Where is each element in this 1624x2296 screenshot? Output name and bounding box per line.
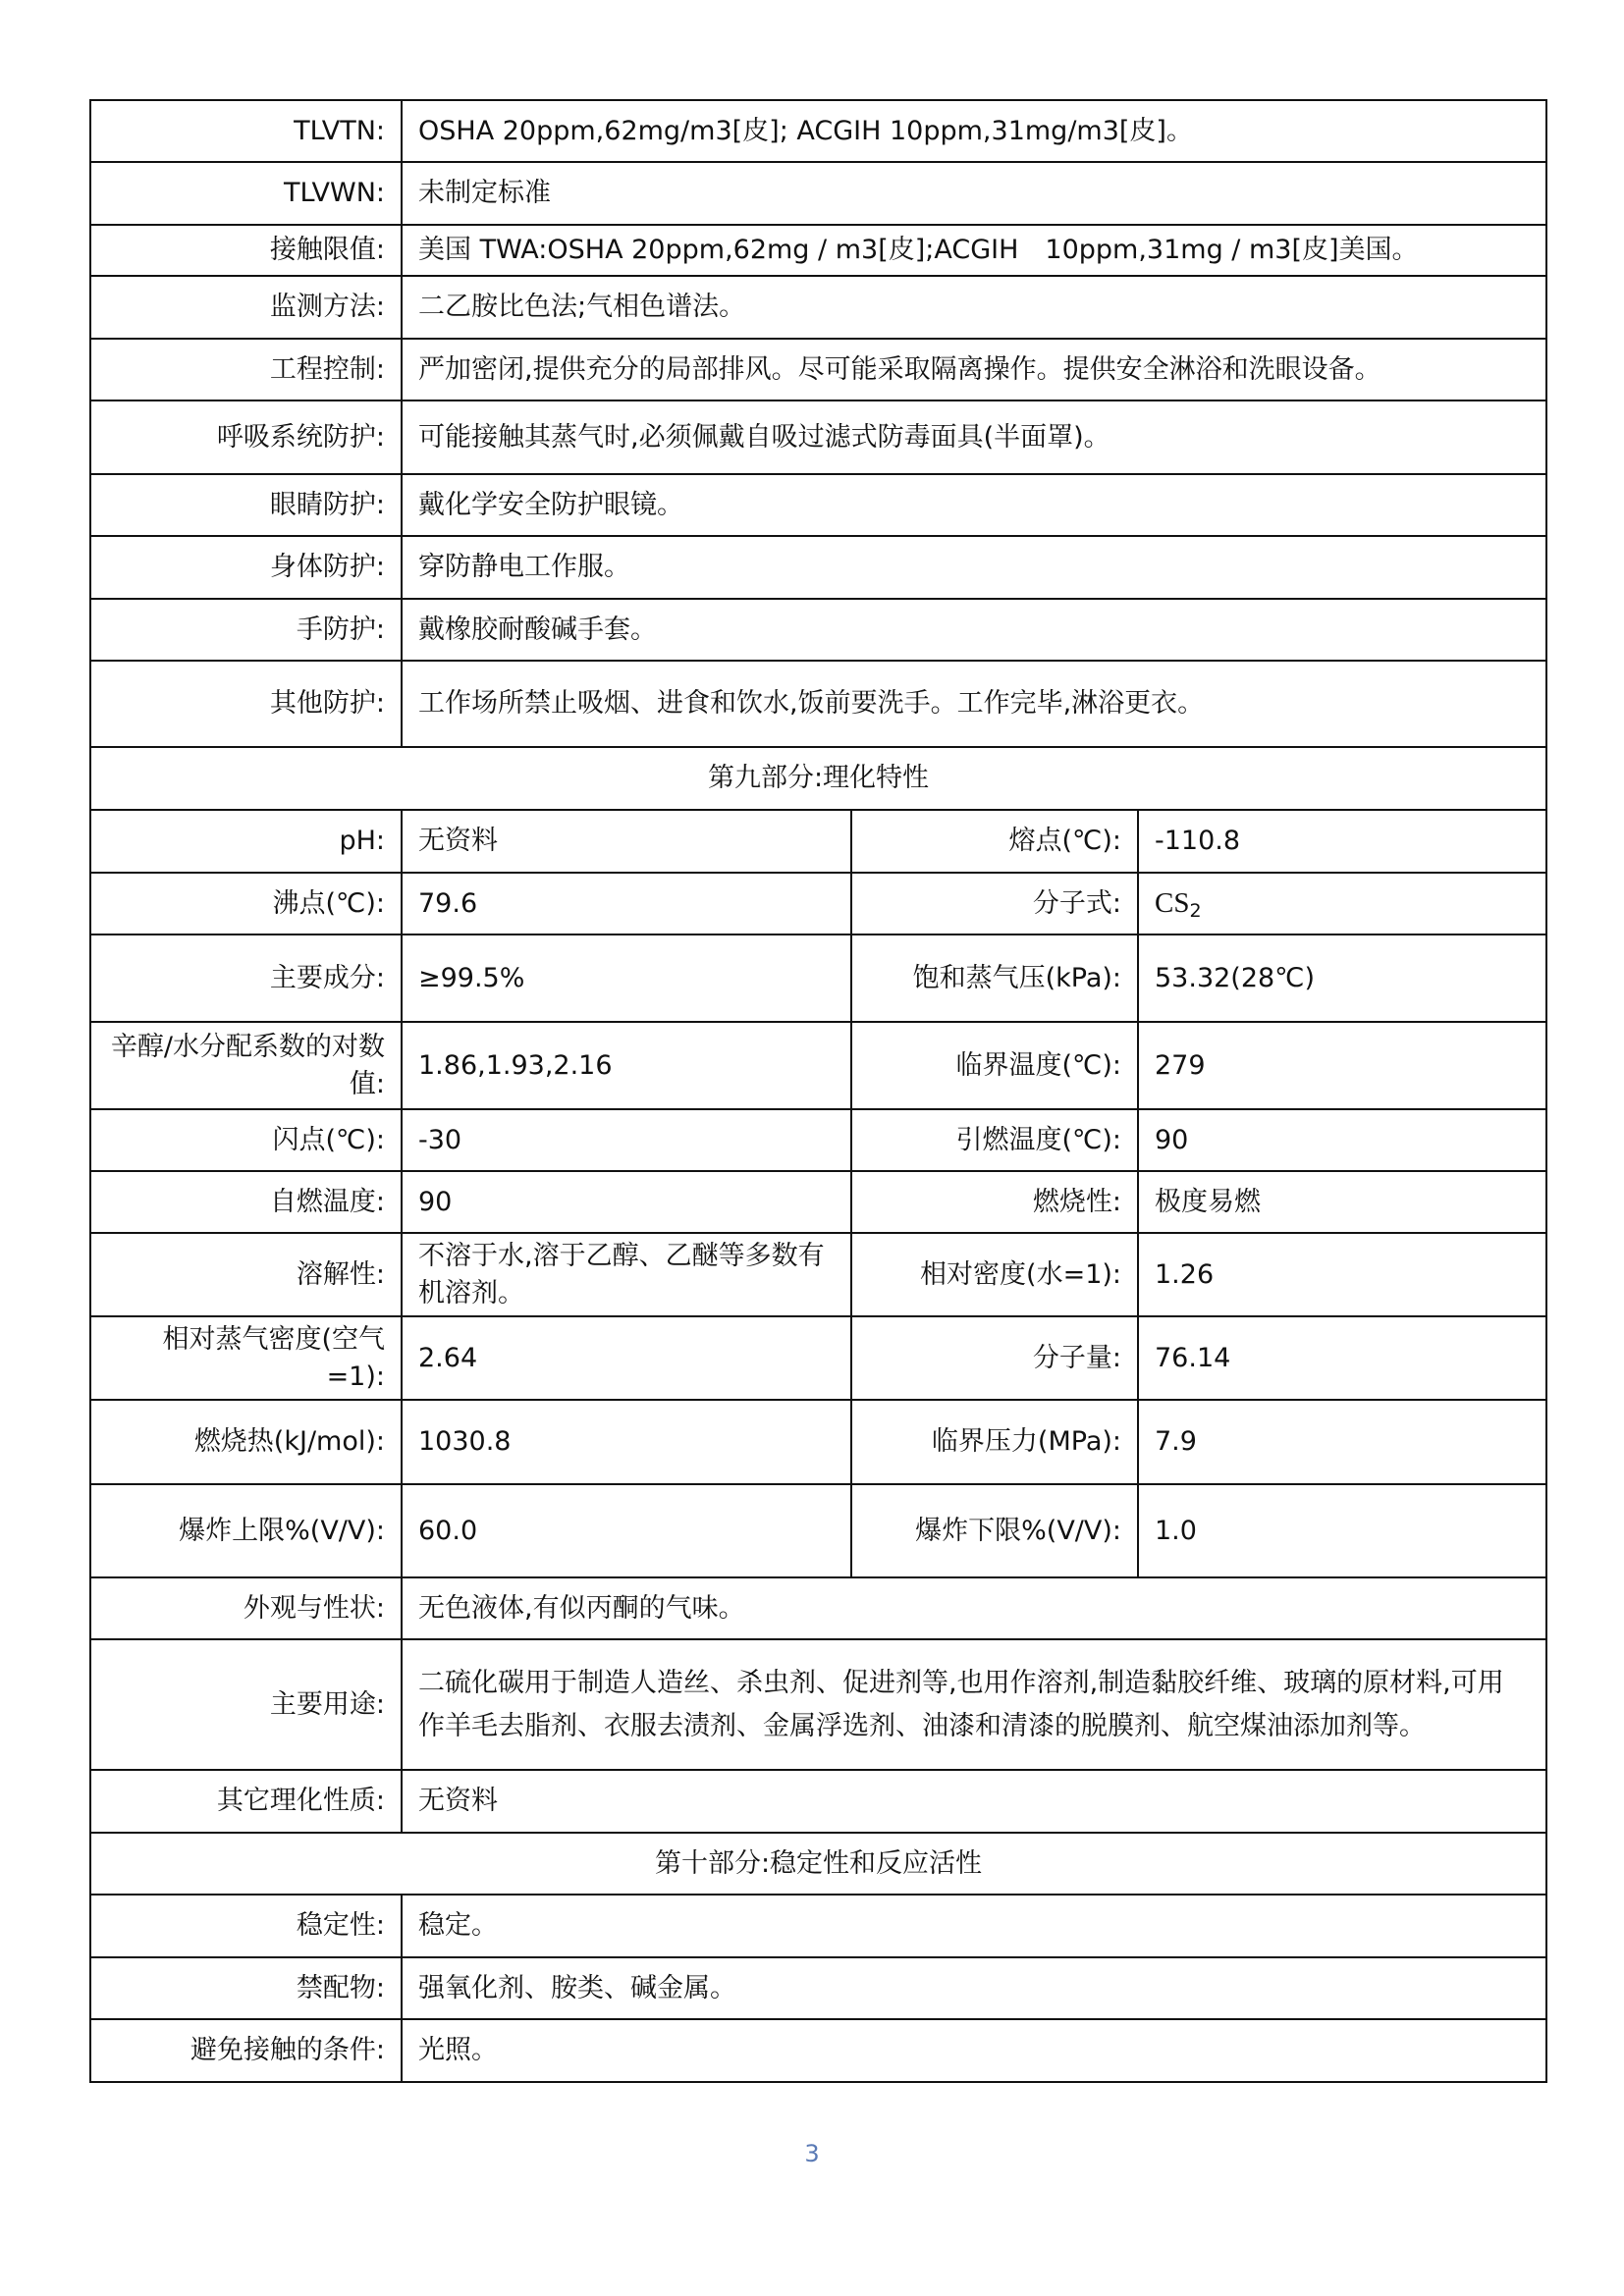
table-row [90,1833,1546,1895]
ph-label: pH: [90,810,402,873]
other-properties-label: 其它理化性质: [90,1770,402,1833]
hand-protection-value: 戴橡胶耐酸碱手套。 [402,599,1546,661]
table-row [90,162,1546,225]
respiratory-protection-value: 可能接触其蒸气时,必须佩戴自吸过滤式防毒面具(半面罩)。 [402,400,1546,474]
boiling-point-value: 79.6 [402,873,851,934]
eye-protection-value: 戴化学安全防护眼镜。 [402,474,1546,536]
incompatible-materials-label: 禁配物: [90,1957,402,2019]
appearance-label: 外观与性状: [90,1577,402,1639]
body-protection-value: 穿防静电工作服。 [402,536,1546,599]
tlvtn-label: TLVTN: [90,100,402,162]
flash-point-label: 闪点(℃): [90,1109,402,1171]
flammability-label: 燃烧性: [851,1171,1138,1233]
table-row [90,1171,1546,1233]
critical-temperature-label: 临界温度(℃): [851,1022,1138,1109]
monitoring-method-label: 监测方法: [90,276,402,339]
table-row [90,276,1546,339]
molecular-weight-label: 分子量: [851,1316,1138,1400]
relative-density-label: 相对密度(水=1): [851,1233,1138,1316]
page-number: 3 [804,2140,820,2167]
other-protection-value: 工作场所禁止吸烟、进食和饮水,饭前要洗手。工作完毕,淋浴更衣。 [402,661,1546,747]
exposure-limit-cell [402,225,1546,276]
table-row [90,810,1546,873]
table-row [90,1770,1546,1833]
section-heading-part10: 第十部分:稳定性和反应活性 [90,1833,1546,1895]
autoignition-label: 自燃温度: [90,1171,402,1233]
autoignition-value: 90 [402,1171,851,1233]
formula-base: CS [1155,887,1190,920]
molecular-formula-value [1138,873,1546,934]
molecular-weight-value: 76.14 [1138,1316,1546,1400]
lower-explosive-limit-label: 爆炸下限%(V/V): [851,1484,1138,1577]
relative-density-value: 1.26 [1138,1233,1546,1316]
composition-label: 主要成分: [90,934,402,1022]
ph-value: 无资料 [402,810,851,873]
conditions-to-avoid-value: 光照。 [402,2019,1546,2082]
table-row [90,1957,1546,2019]
incompatible-materials-value: 强氧化剂、胺类、碱金属。 [402,1957,1546,2019]
vapor-density-value: 2.64 [402,1316,851,1400]
table-row [90,339,1546,400]
exposure-limit-label: 接触限值: [90,225,402,276]
table-row [90,2019,1546,2082]
monitoring-method-value: 二乙胺比色法;气相色谱法。 [402,276,1546,339]
critical-pressure-label: 临界压力(MPa): [851,1400,1138,1484]
table-row [90,1400,1546,1484]
conditions-to-avoid-label: 避免接触的条件: [90,2019,402,2082]
flash-point-value: -30 [402,1109,851,1171]
tlvtn-value: OSHA 20ppm,62mg/m3[皮]; ACGIH 10ppm,31mg/m3[皮]。 [402,100,1546,162]
solubility-label: 溶解性: [90,1233,402,1316]
stability-value: 稳定。 [402,1895,1546,1957]
vapor-density-label: 相对蒸气密度(空气=1): [90,1316,402,1400]
table-row [90,1895,1546,1957]
stability-label: 稳定性: [90,1895,402,1957]
body-protection-label: 身体防护: [90,536,402,599]
table-row [90,1577,1546,1639]
table-row [90,1022,1546,1109]
other-protection-label: 其他防护: [90,661,402,747]
table-row [90,747,1546,810]
hand-protection-label: 手防护: [90,599,402,661]
other-properties-value: 无资料 [402,1770,1546,1833]
appearance-value: 无色液体,有似丙酮的气味。 [402,1577,1546,1639]
table-row [90,661,1546,747]
vapor-pressure-value: 53.32(28℃) [1138,934,1546,1022]
table-row [90,225,1546,276]
msds-table [89,99,1547,2083]
critical-temperature-value: 279 [1138,1022,1546,1109]
main-uses-value: 二硫化碳用于制造人造丝、杀虫剂、促进剂等,也用作溶剂,制造黏胶纤维、玻璃的原材料,可用作羊毛去脂剂、衣服去渍剂、金属浮选剂、油漆和清漆的脱膜剂、航空煤油添加剂等。 [402,1639,1546,1770]
table-row [90,1484,1546,1577]
table-row [90,1316,1546,1400]
log-kow-label: 辛醇/水分配系数的对数值: [90,1022,402,1109]
log-kow-value: 1.86,1.93,2.16 [402,1022,851,1109]
section-heading-part9: 第九部分:理化特性 [90,747,1546,810]
table-row [90,474,1546,536]
composition-value: ≥99.5% [402,934,851,1022]
ignition-temperature-label: 引燃温度(℃): [851,1109,1138,1171]
engineering-control-value: 严加密闭,提供充分的局部排风。尽可能采取隔离操作。提供安全淋浴和洗眼设备。 [402,339,1546,400]
critical-pressure-value: 7.9 [1138,1400,1546,1484]
vapor-pressure-label: 饱和蒸气压(kPa): [851,934,1138,1022]
solubility-value: 不溶于水,溶于乙醇、乙醚等多数有机溶剂。 [402,1233,851,1316]
upper-explosive-limit-value: 60.0 [402,1484,851,1577]
molecular-formula-label: 分子式: [851,873,1138,934]
main-uses-label: 主要用途: [90,1639,402,1770]
table-row [90,1109,1546,1171]
lower-explosive-limit-value: 1.0 [1138,1484,1546,1577]
tlvwn-value: 未制定标准 [402,162,1546,225]
tlvwn-label: TLVWN: [90,162,402,225]
table-row [90,599,1546,661]
combustion-heat-value: 1030.8 [402,1400,851,1484]
flammability-value: 极度易燃 [1138,1171,1546,1233]
ignition-temperature-value: 90 [1138,1109,1546,1171]
combustion-heat-label: 燃烧热(kJ/mol): [90,1400,402,1484]
upper-explosive-limit-label: 爆炸上限%(V/V): [90,1484,402,1577]
melting-point-label: 熔点(℃): [851,810,1138,873]
table-row [90,1639,1546,1770]
respiratory-protection-label: 呼吸系统防护: [90,400,402,474]
table-row [90,100,1546,162]
table-row [90,400,1546,474]
formula-subscript: 2 [1189,900,1202,923]
table-row [90,1233,1546,1316]
eye-protection-label: 眼睛防护: [90,474,402,536]
table-row [90,873,1546,934]
exposure-limit-value: 美国 TWA:OSHA 20ppm,62mg / m3[皮];ACGIH 10ppm,31mg / m3[皮]美国。 [418,235,1419,266]
melting-point-value: -110.8 [1138,810,1546,873]
boiling-point-label: 沸点(℃): [90,873,402,934]
table-row [90,536,1546,599]
engineering-control-label: 工程控制: [90,339,402,400]
table-row [90,934,1546,1022]
